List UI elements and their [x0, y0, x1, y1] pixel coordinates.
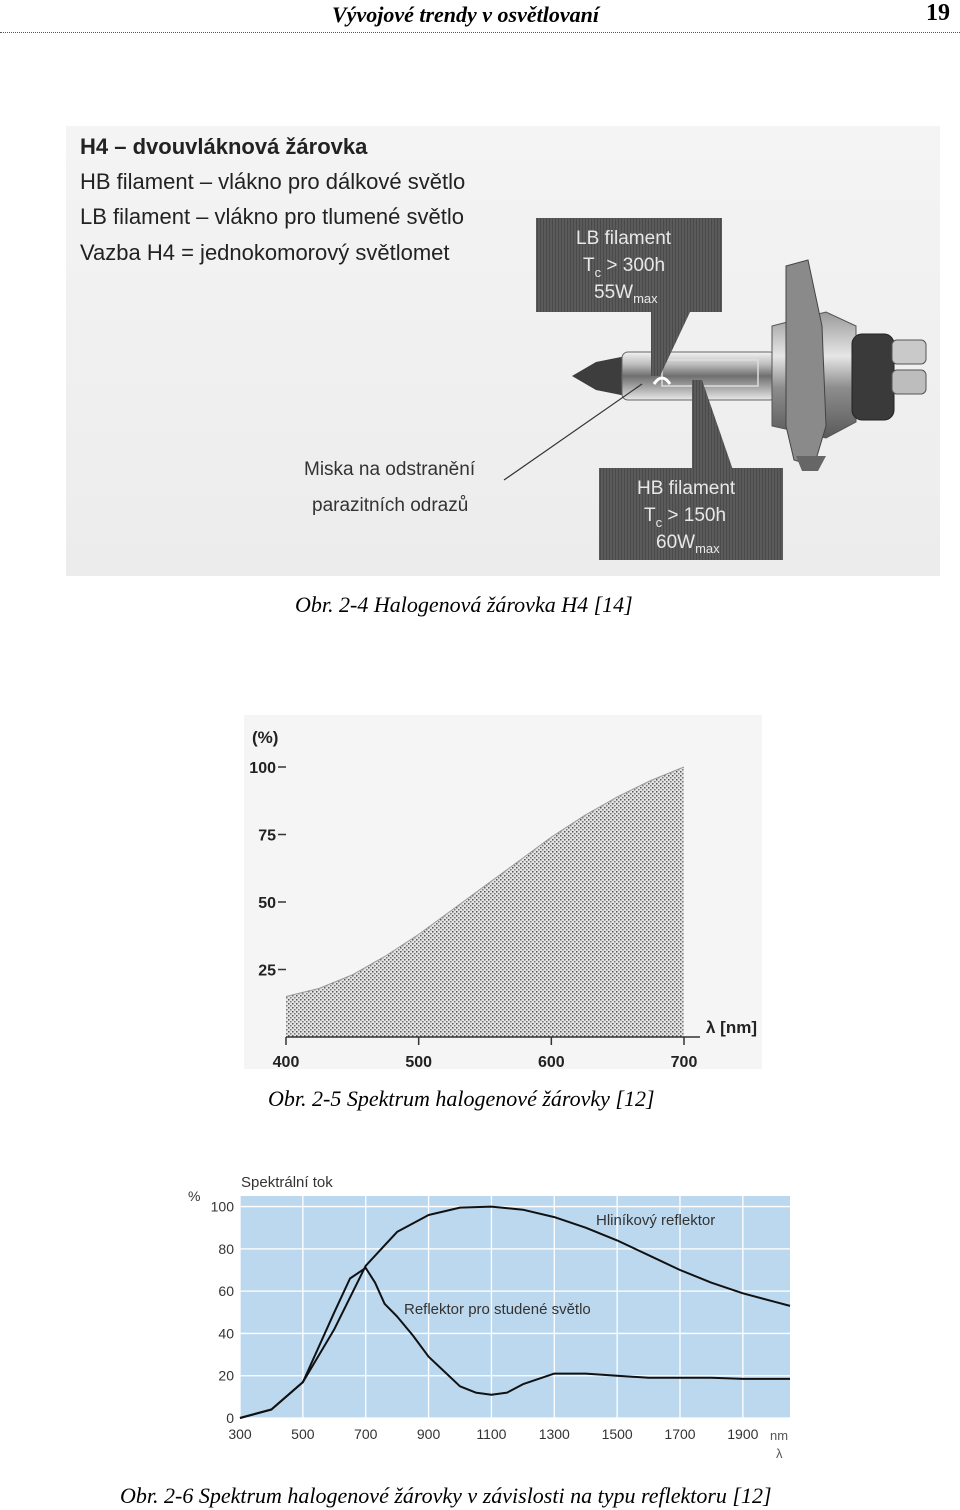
lb-w-main: 55W	[594, 282, 634, 303]
series-label-hlinikovy: Hliníkový reflektor	[596, 1212, 716, 1229]
header-title: Vývojové trendy v osvětlovaní	[332, 2, 599, 27]
chart3-xlabel: nm	[770, 1428, 789, 1443]
figure1-line-4: Vazba H4 = jednokomorový světlomet	[80, 240, 450, 265]
chart2-y-tick-label: 25	[258, 962, 276, 980]
chart2-ylabel: (%)	[252, 728, 279, 747]
page-number: 19	[926, 0, 950, 26]
miska-label-line1: Miska na odstranění	[304, 459, 476, 480]
lb-w-sub: max	[633, 291, 658, 306]
chart3-x-tick-label: 1300	[538, 1426, 570, 1442]
chart3-x-tick-label: 700	[354, 1426, 378, 1442]
chart3-x-tick-label: 1700	[664, 1426, 696, 1442]
hb-filament-label: HB filament	[637, 478, 736, 499]
figure2-caption: Obr. 2-5 Spektrum halogenové žárovky [12]	[268, 1086, 655, 1111]
chart3-y-tick-label: 60	[218, 1283, 234, 1300]
lb-t-rest: > 300h	[601, 255, 666, 276]
lb-filament-label: LB filament	[576, 228, 672, 249]
hb-t-main: T	[644, 505, 656, 526]
lb-t-main: T	[583, 255, 595, 276]
chart3-y-tick-label: 80	[218, 1240, 234, 1257]
hb-w-sub: max	[695, 541, 720, 556]
lb-t-sub: c	[594, 265, 602, 280]
miska-label-line2: parazitních odrazů	[312, 495, 469, 516]
chart2-xlabel: λ [nm]	[706, 1018, 757, 1037]
hb-t-sub: c	[655, 515, 663, 530]
chart3-x-tick-label: 1100	[476, 1426, 507, 1442]
series-label-studene: Reflektor pro studené světlo	[404, 1301, 591, 1318]
chart3-x-tick-label: 900	[416, 1426, 441, 1442]
chart3-title: Spektrální tok	[241, 1174, 333, 1191]
chart3-y-tick-label: 20	[218, 1367, 234, 1384]
chart3-x-tick-label: 500	[291, 1426, 315, 1442]
chart3-y-tick-label: 40	[218, 1325, 234, 1342]
chart2-x-tick-label: 500	[405, 1054, 433, 1069]
chart2-y-tick-label: 75	[258, 827, 276, 845]
figure1-line-3: LB filament – vlákno pro tlumené světlo	[80, 204, 464, 229]
chart2-y-tick-label: 100	[249, 760, 276, 777]
chart3-x-tick-label: 1900	[727, 1426, 759, 1442]
page-header	[0, 0, 960, 33]
chart-reflector-spectrum	[182, 1168, 796, 1464]
figure-h4-bulb	[66, 126, 940, 576]
chart3-ylabel: %	[188, 1188, 201, 1204]
chart2-x-tick-label: 400	[272, 1054, 300, 1069]
figure1-line-2: HB filament – vlákno pro dálkové světlo	[80, 169, 466, 194]
hb-t-rest: > 150h	[662, 505, 727, 526]
chart3-xlabel-lambda: λ	[776, 1446, 783, 1461]
chart-spectrum-halogen	[244, 715, 762, 1069]
figure1-line-1: H4 – dvouvláknová žárovka	[80, 134, 368, 159]
chart3-y-tick-label: 0	[226, 1410, 234, 1426]
chart3-x-tick-label: 300	[228, 1426, 252, 1442]
chart2-x-tick-label: 600	[537, 1054, 565, 1069]
chart2-x-tick-label: 700	[670, 1054, 698, 1069]
chart2-y-tick-label: 50	[258, 895, 276, 912]
chart3-y-tick-label: 100	[210, 1198, 234, 1215]
figure1-caption: Obr. 2-4 Halogenová žárovka H4 [14]	[295, 592, 633, 617]
hb-w-main: 60W	[656, 532, 696, 553]
figure3-caption: Obr. 2-6 Spektrum halogenové žárovky v závislosti na typu reflektoru [12]	[120, 1483, 772, 1508]
chart3-x-tick-label: 1500	[601, 1426, 633, 1442]
